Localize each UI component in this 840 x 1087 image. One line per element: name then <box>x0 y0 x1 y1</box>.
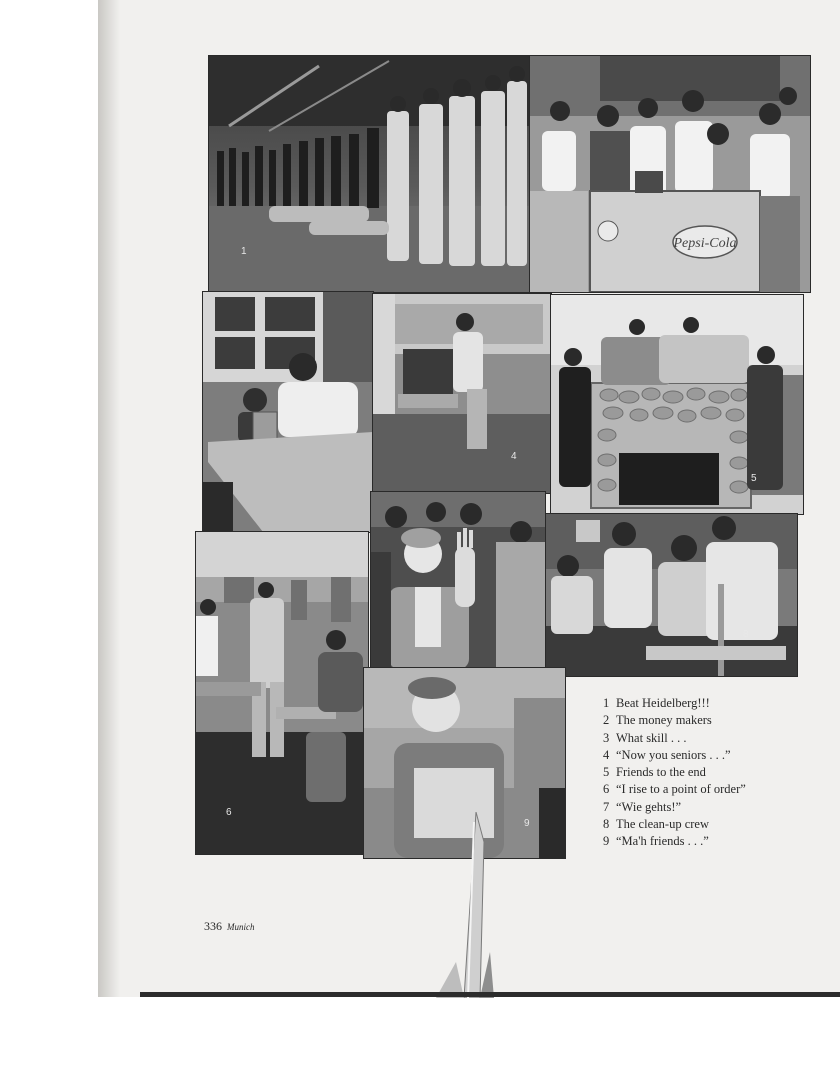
photo-number: 4 <box>511 451 517 462</box>
caption-item <box>603 764 746 781</box>
caption-text: “I rise to a point of order” <box>616 782 746 797</box>
caption-number: 4 <box>603 747 610 762</box>
photo-4-now-you-seniors <box>372 293 552 494</box>
photo-7-wie-gehts <box>370 491 546 670</box>
caption-text: The clean-up crew <box>616 817 709 832</box>
caption-number: 7 <box>603 799 610 814</box>
caption-number: 9 <box>603 834 610 849</box>
photo-3-illustration <box>203 292 373 532</box>
caption-item <box>603 730 746 747</box>
caption-list <box>603 695 746 851</box>
caption-item <box>603 781 746 798</box>
page-number: 336 <box>204 919 222 933</box>
caption-text: “Ma'h friends . . .” <box>616 834 709 849</box>
photo-7-illustration <box>371 492 545 669</box>
page-spine-shadow <box>98 0 120 997</box>
caption-number: 1 <box>603 696 610 710</box>
caption-text: Friends to the end <box>616 765 706 780</box>
photo-6-illustration <box>196 532 368 854</box>
caption-text: “Now you seniors . . .” <box>616 747 731 762</box>
photo-1-beat-heidelberg <box>208 55 530 293</box>
photo-number: 8 <box>743 629 749 640</box>
caption-item <box>603 747 746 764</box>
photo-number: 5 <box>751 473 757 484</box>
caption-item <box>603 712 746 729</box>
caption-text: The money makers <box>616 713 712 728</box>
caption-number: 2 <box>603 713 610 728</box>
photo-number: 1 <box>241 246 247 257</box>
caption-number: 8 <box>603 817 610 832</box>
photo-3-what-skill <box>202 291 374 533</box>
photo-number: 6 <box>226 807 232 818</box>
photo-2-money-makers <box>529 55 811 293</box>
photo-5-friends-to-the-end <box>550 294 804 515</box>
bookmark-fin-object <box>426 812 494 998</box>
photo-5-illustration <box>551 295 803 514</box>
caption-number: 3 <box>603 730 610 745</box>
caption-item <box>603 816 746 833</box>
photo-4-illustration <box>373 294 551 493</box>
page-folio <box>204 919 255 934</box>
caption-text: What skill . . . <box>616 730 687 745</box>
caption-text: Beat Heidelberg!!! <box>616 696 710 710</box>
caption-item <box>603 695 746 712</box>
caption-number: 5 <box>603 765 610 780</box>
photo-2-illustration <box>530 56 810 292</box>
book-title: Munich <box>227 922 255 932</box>
caption-text: “Wie gehts!” <box>616 799 682 814</box>
photo-8-clean-up-crew <box>545 513 798 677</box>
caption-item <box>603 833 746 850</box>
page-bottom-edge <box>140 992 840 997</box>
pepsi-sign: Pepsi-Cola <box>673 236 737 251</box>
caption-number: 6 <box>603 782 610 797</box>
photo-1-illustration <box>209 56 529 292</box>
photo-8-illustration <box>546 514 797 676</box>
photo-6-point-of-order <box>195 531 369 855</box>
caption-item <box>603 799 746 816</box>
photo-number: 9 <box>524 818 530 829</box>
